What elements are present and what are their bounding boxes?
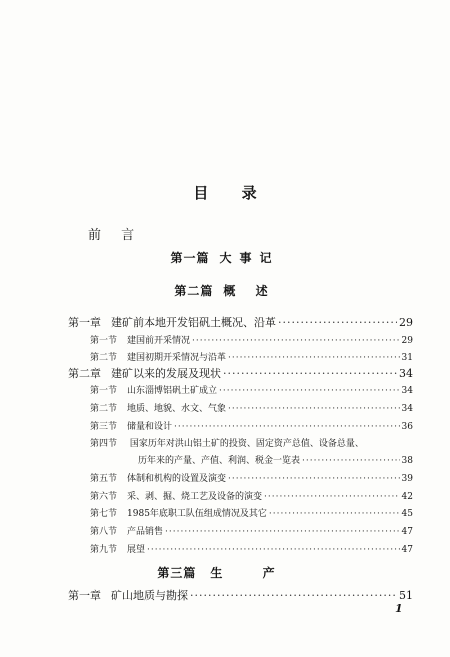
toc-section-row[interactable] [90, 401, 413, 414]
dot-leader [165, 527, 400, 537]
toc-section-row[interactable] [90, 506, 413, 519]
part-heading-3[interactable] [0, 564, 450, 581]
section-title: 储量和设计 [127, 422, 173, 432]
dot-leader [192, 336, 400, 346]
toc-section-row[interactable] [90, 542, 413, 555]
page-ref: 34 [401, 386, 413, 396]
section-title: 展望 [127, 545, 146, 555]
page-ref: 36 [401, 422, 413, 432]
page-ref: 38 [401, 456, 413, 466]
section-number: 第七节 [90, 509, 118, 519]
section-number: 第二节 [90, 353, 118, 363]
section-number: 第一节 [90, 336, 118, 346]
section-title: 地质、地貌、水文、气象 [127, 404, 227, 414]
page-ref: 47 [401, 527, 413, 537]
part-name: 大事记 [219, 251, 280, 265]
toc-section-row[interactable] [90, 333, 413, 346]
section-title: 1985年底职工队伍组成情况及其它 [127, 509, 267, 519]
section-number: 第六节 [90, 492, 118, 502]
toc-chapter-row[interactable] [68, 587, 413, 603]
section-number: 第三节 [90, 422, 118, 432]
part-number: 第三篇 [157, 566, 197, 580]
chapter-title: 建矿前本地开发铝矾土概况、沿革 [111, 316, 276, 329]
page-ref: 51 [399, 589, 413, 602]
page-ref: 42 [401, 492, 413, 502]
toc-section-row[interactable] [90, 524, 413, 537]
page-number: 1 [395, 602, 403, 615]
dot-leader [174, 422, 400, 432]
section-title: 国家历年对洪山铝土矿的投资、固定资产总值、设备总量、 [129, 439, 364, 449]
chapter-number: 第二章 [68, 367, 101, 380]
section-number: 第四节 [90, 439, 118, 449]
preface-entry[interactable]: 前 言 [88, 228, 143, 243]
dot-leader [269, 509, 400, 519]
dot-leader [190, 589, 397, 602]
part-heading-1[interactable] [0, 249, 450, 266]
part-number: 第一篇 [170, 251, 210, 265]
chapter-number: 第一章 [68, 589, 101, 602]
section-title: 体制和机构的设置及演变 [127, 474, 227, 484]
section-title: 山东淄博铝矾土矿成立 [127, 386, 218, 396]
page-title: 目 录 [193, 184, 271, 202]
toc-section-row[interactable] [90, 383, 413, 396]
section-number: 第二节 [90, 404, 118, 414]
toc-chapter-row[interactable] [68, 314, 413, 330]
chapter-title: 矿山地质与勘探 [111, 589, 188, 602]
toc-section-row[interactable] [90, 471, 413, 484]
toc-section-row[interactable] [90, 350, 413, 363]
page-ref: 29 [401, 336, 413, 346]
page-ref: 29 [399, 316, 413, 329]
page-ref: 39 [401, 474, 413, 484]
chapter-number: 第一章 [68, 316, 101, 329]
dot-leader [228, 404, 400, 414]
dot-leader [264, 492, 400, 502]
page-ref: 47 [401, 545, 413, 555]
toc-section-continuation[interactable] [138, 453, 413, 466]
dot-leader [302, 456, 400, 466]
toc-section-row[interactable] [90, 489, 413, 502]
dot-leader [223, 367, 397, 380]
dot-leader [219, 386, 400, 396]
part-name: 生 产 [210, 566, 293, 580]
section-title: 产品销售 [127, 527, 164, 537]
part-number: 第二篇 [174, 284, 214, 298]
page-ref: 34 [399, 367, 413, 380]
section-number: 第一节 [90, 386, 118, 396]
toc-chapter-row[interactable] [68, 365, 413, 381]
section-number: 第五节 [90, 474, 118, 484]
part-name: 概 述 [223, 284, 276, 298]
section-title: 建国初期开采情况与沿革 [127, 353, 227, 363]
page-ref: 31 [401, 353, 413, 363]
dot-leader [278, 316, 397, 329]
part-heading-2[interactable] [0, 282, 450, 299]
toc-section-row[interactable] [90, 419, 413, 432]
dot-leader [228, 474, 400, 484]
section-title: 采、剥、掘、烧工艺及设备的演变 [127, 492, 263, 502]
chapter-title: 建矿以来的发展及现状 [111, 367, 221, 380]
toc-section-row[interactable] [90, 436, 364, 449]
page-ref: 45 [401, 509, 413, 519]
section-number: 第八节 [90, 527, 118, 537]
page-ref: 34 [401, 404, 413, 414]
dot-leader [228, 353, 400, 363]
section-title: 历年来的产量、产值、利润、税金一览表 [138, 456, 301, 466]
dot-leader [147, 545, 400, 555]
section-number: 第九节 [90, 545, 118, 555]
section-title: 建国前开采情况 [127, 336, 191, 346]
